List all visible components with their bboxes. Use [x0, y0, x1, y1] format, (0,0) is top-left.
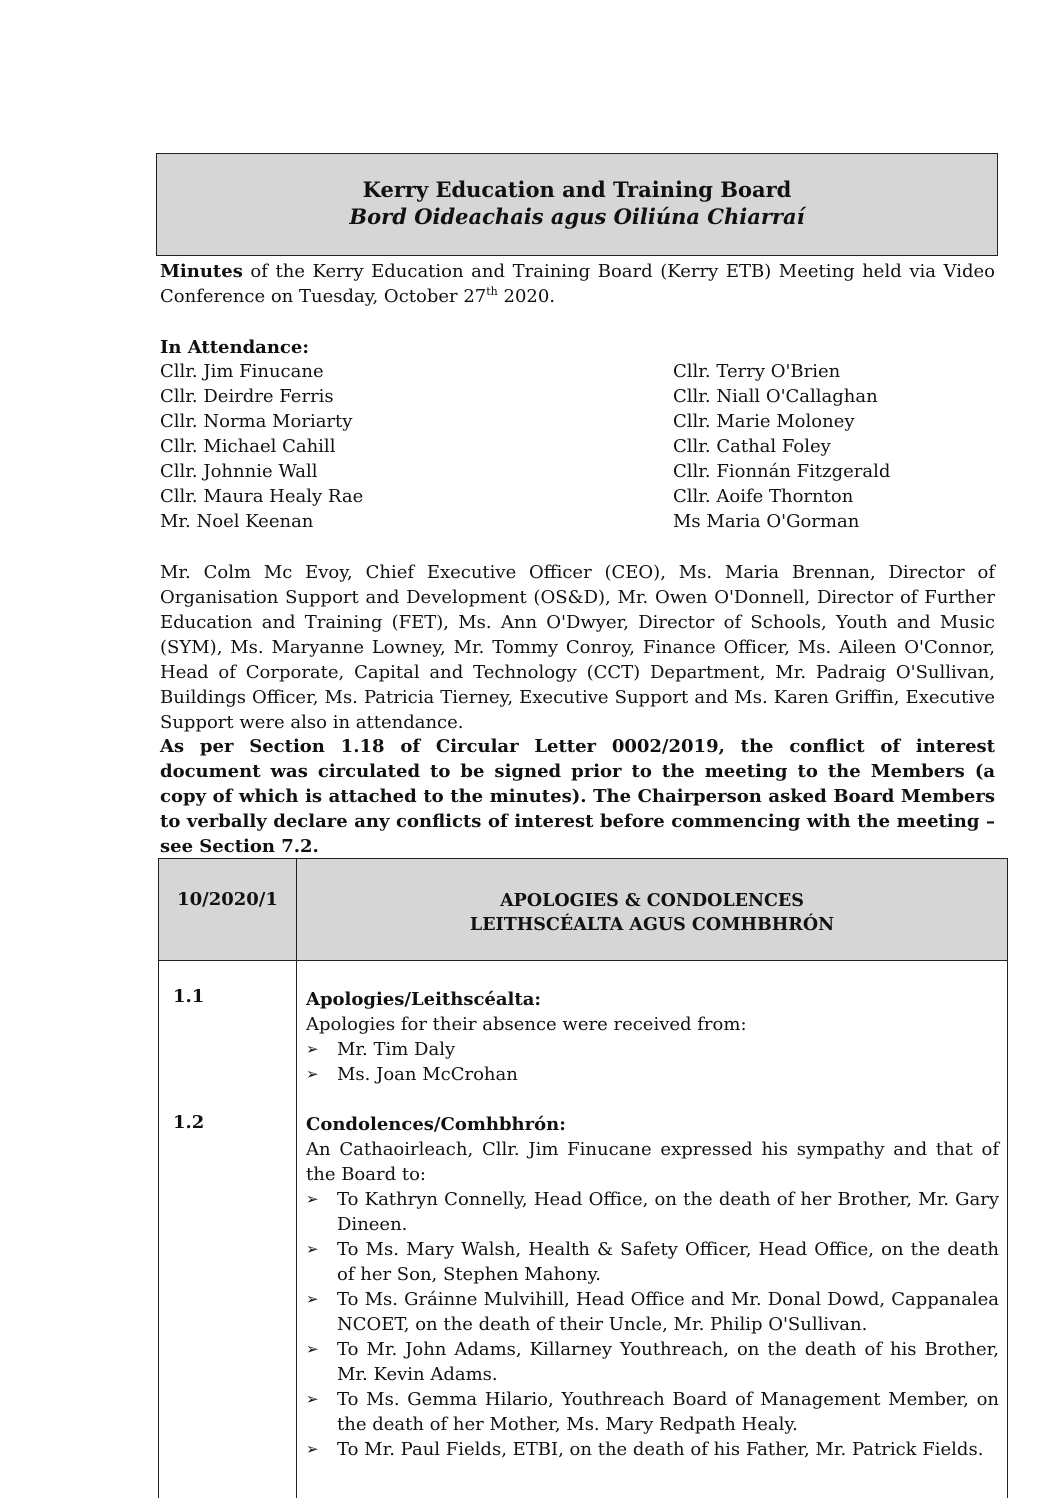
list-item: ➢ To Ms. Mary Walsh, Health & Safety Officer, Head Office, on the death of her Son, Stephen Mahony.: [306, 1239, 999, 1285]
section-text: An Cathaoirleach, Cllr. Jim Finucane expressed his sympathy and that of the Board to:: [306, 1139, 999, 1185]
section-condolences: [306, 1112, 999, 1462]
minutes-intro-text: of the Kerry Education and Training Board (Kerry ETB) Meeting held via Video Conference on Tuesday, October 27: [160, 261, 995, 307]
list-item: ➢ To Mr. John Adams, Killarney Youthreach, on the death of his Brother, Mr. Kevin Adams.: [306, 1339, 999, 1385]
attendee: Mr. Noel Keenan: [160, 511, 314, 532]
arrow-bullet-icon: ➢: [306, 1340, 319, 1358]
arrow-bullet-icon: ➢: [306, 1240, 319, 1258]
attendee: Cllr. Michael Cahill: [160, 436, 336, 457]
agenda-item-table: [158, 858, 1008, 1498]
section-number: 1.2: [173, 1112, 205, 1133]
attendee: Cllr. Deirdre Ferris: [160, 386, 334, 407]
arrow-bullet-icon: ➢: [306, 1390, 319, 1408]
attendee: Cllr. Fionnán Fitzgerald: [673, 461, 891, 482]
condolences-list: [306, 1187, 999, 1462]
item-title-english: APOLOGIES & CONDOLENCES: [500, 891, 804, 911]
list-item: ➢ To Ms. Gemma Hilario, Youthreach Board of Management Member, on the death of her Mother, Ms. Mary Redpath Healy.: [306, 1389, 999, 1435]
attendance-list-right: [673, 359, 890, 534]
minutes-lead: Minutes: [160, 261, 243, 282]
section-number: 1.1: [173, 986, 205, 1007]
attendee: Ms Maria O'Gorman: [673, 511, 860, 532]
attendee: Cllr. Cathal Foley: [673, 436, 831, 457]
section-text: Apologies for their absence were received from:: [306, 1014, 747, 1035]
list-item: ➢ Ms. Joan McCrohan: [306, 1064, 518, 1085]
item-title-irish: LEITHSCÉALTA AGUS COMHBHRÓN: [469, 915, 835, 935]
attendee: Cllr. Norma Moriarty: [160, 411, 353, 432]
attendee: Cllr. Aoife Thornton: [673, 486, 854, 507]
list-item: ➢ Mr. Tim Daly: [306, 1039, 456, 1060]
row-divider: [159, 960, 1007, 961]
section-heading: Apologies/Leithscéalta:: [306, 989, 542, 1010]
attendee: Cllr. Jim Finucane: [160, 361, 324, 382]
attendee: Cllr. Niall O'Callaghan: [673, 386, 878, 407]
list-item: ➢ To Kathryn Connelly, Head Office, on the death of her Brother, Mr. Gary Dineen.: [306, 1189, 999, 1235]
item-number: 10/2020/1: [177, 889, 278, 910]
date-ordinal: th: [486, 285, 498, 298]
organisation-title-irish: Bord Oideachais agus Oiliúna Chiarraí: [349, 204, 805, 229]
arrow-bullet-icon: ➢: [306, 1440, 319, 1458]
list-item: ➢ To Mr. Paul Fields, ETBI, on the death of his Father, Mr. Patrick Fields.: [306, 1439, 984, 1460]
arrow-bullet-icon: ➢: [306, 1065, 319, 1083]
document-header: [156, 153, 998, 256]
arrow-bullet-icon: ➢: [306, 1290, 319, 1308]
section-apologies: [306, 987, 999, 1087]
minutes-intro: [160, 259, 995, 309]
organisation-title: Kerry Education and Training Board: [362, 177, 792, 202]
officers-in-attendance: Mr. Colm Mc Evoy, Chief Executive Officer (CEO), Ms. Maria Brennan, Director of Organisation Support and Development (OS&D), Mr. Owen O'Donnell, Director of Further Education and Training (FET), Ms. Ann O'Dwyer, Director of Schools, Youth and Music (SYM), Ms. Maryanne Lowney, Mr. Tommy Conroy, Finance Officer, Ms. Aileen O'Connor, Head of Corporate, Capital and Technology (CCT) Department, Mr. Padraig O'Sullivan, Buildings Officer, Ms. Patricia Tierney, Executive Support and Ms. Karen Griffin, Executive Support were also in attendance.: [160, 562, 995, 733]
arrow-bullet-icon: ➢: [306, 1040, 319, 1058]
minutes-intro-year: 2020.: [497, 286, 556, 307]
attendee: Cllr. Marie Moloney: [673, 411, 855, 432]
conflict-of-interest-notice: As per Section 1.18 of Circular Letter 0002/2019, the conflict of interest document was circulated to be signed prior to the meeting to the Members (a copy of which is attached to the minutes). The Chairperson asked Board Members to verbally declare any conflicts of interest before commencing with the meeting – see Section 7.2.: [160, 736, 995, 857]
attendance-heading: In Attendance:: [160, 337, 309, 358]
arrow-bullet-icon: ➢: [306, 1190, 319, 1208]
section-heading: Condolences/Comhbhrón:: [306, 1114, 566, 1135]
attendee: Cllr. Terry O'Brien: [673, 361, 841, 382]
list-item: ➢ To Ms. Gráinne Mulvihill, Head Office and Mr. Donal Dowd, Cappanalea NCOET, on the death of their Uncle, Mr. Philip O'Sullivan.: [306, 1289, 999, 1335]
item-title: [297, 889, 1007, 937]
apologies-list: [306, 1037, 999, 1087]
attendance-list-left: [160, 359, 363, 534]
column-divider: [296, 859, 297, 1498]
attendee: Cllr. Johnnie Wall: [160, 461, 318, 482]
attendee: Cllr. Maura Healy Rae: [160, 486, 364, 507]
